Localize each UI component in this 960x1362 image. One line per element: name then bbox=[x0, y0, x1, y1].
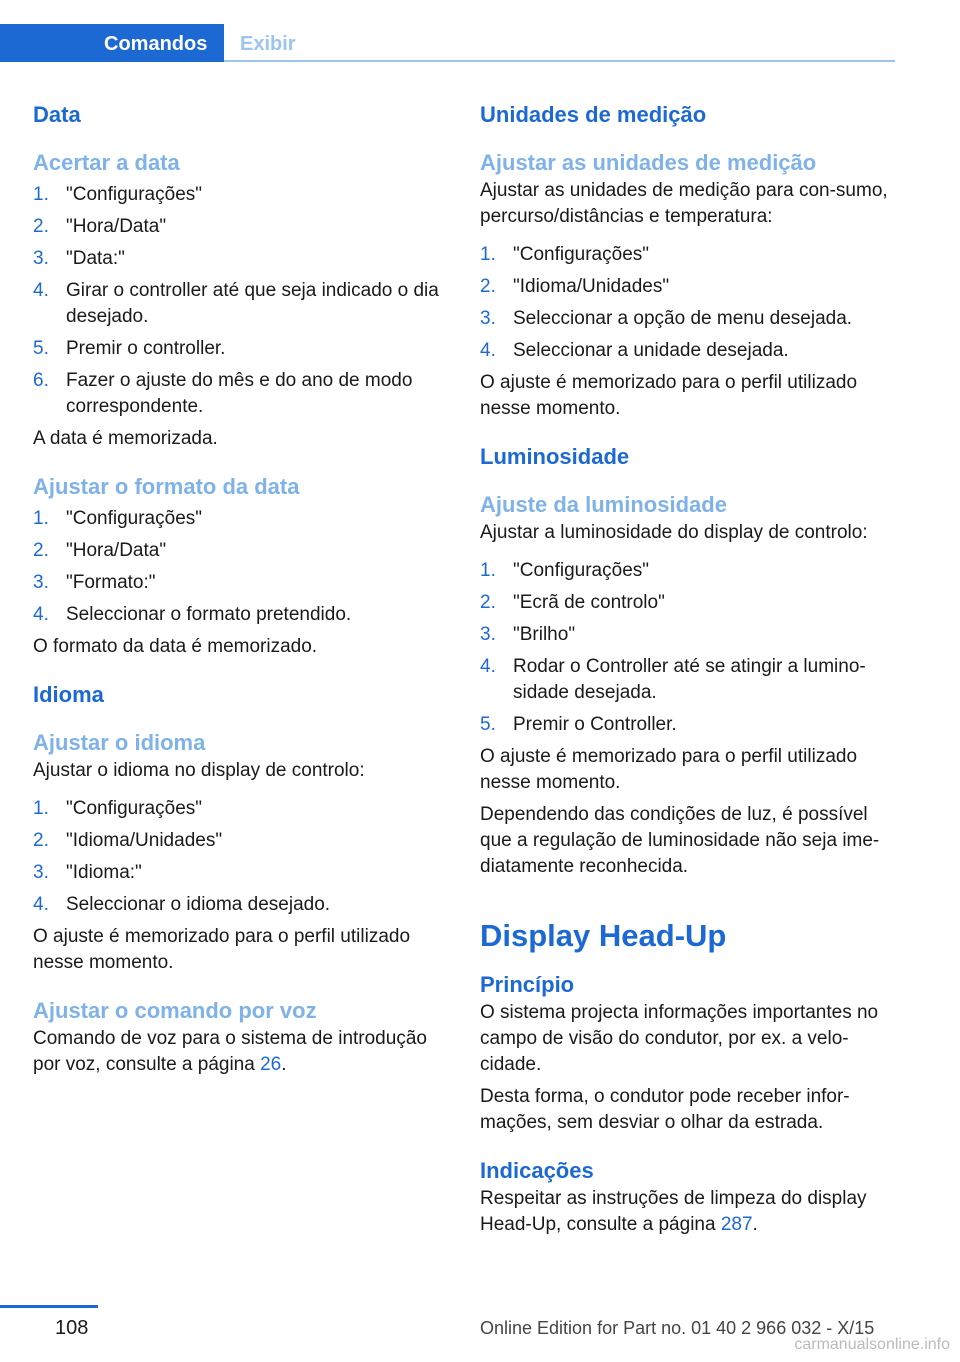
principio-text-1: O sistema projecta informações importantes no campo de visão do condutor, por ex. a velo‐cidade. bbox=[480, 1002, 879, 1075]
section-title-unidades: Unidades de medição bbox=[480, 102, 707, 127]
subsection-title-ajustar-unidades: Ajustar as unidades de medição bbox=[480, 150, 817, 175]
header-tabs bbox=[0, 0, 895, 62]
luminosidade-result: O ajuste é memorizado para o perfil utilizado nesse momento. bbox=[480, 746, 858, 793]
list-item: 4. Seleccionar o formato pretendido. bbox=[33, 604, 352, 625]
tab-comandos[interactable] bbox=[0, 24, 224, 62]
section-title-indicacoes: Indicações bbox=[480, 1158, 594, 1183]
list-item: 1. "Configurações" bbox=[480, 244, 650, 265]
subsection-title-acertar-data: Acertar a data bbox=[33, 150, 180, 175]
list-item: 1. "Configurações" bbox=[33, 798, 203, 819]
left-column bbox=[33, 100, 448, 1078]
idioma-result: O ajuste é memorizado para o perfil utilizado nesse momento. bbox=[33, 926, 411, 973]
list-item: 4. Seleccionar a unidade desejada. bbox=[480, 340, 789, 361]
section-title-idioma: Idioma bbox=[33, 682, 104, 707]
page-number: 108 bbox=[55, 1317, 89, 1339]
luminosidade-intro: Ajustar a luminosidade do display de controlo: bbox=[480, 522, 868, 543]
unidades-steps bbox=[480, 242, 895, 364]
list-item: 3. "Formato:" bbox=[33, 572, 156, 593]
luminosidade-note: Dependendo das condições de luz, é possível que a regulação de luminosidade não seja ime‐diatamente reconhecida. bbox=[480, 804, 880, 877]
right-column bbox=[480, 100, 895, 1238]
list-item: 3. "Brilho" bbox=[480, 624, 576, 645]
section-title-principio: Princípio bbox=[480, 972, 575, 997]
comando-voz-text: Comando de voz para o sistema de introdução por voz, consulte a página 26. bbox=[33, 1028, 427, 1075]
list-item: 5. Premir o Controller. bbox=[480, 714, 677, 735]
list-item: 2. "Hora/Data" bbox=[33, 216, 167, 237]
list-item: 3. "Data:" bbox=[33, 248, 125, 269]
acertar-data-steps bbox=[33, 182, 448, 420]
tab-comandos-label: Comandos bbox=[104, 33, 208, 55]
list-item: 6. Fazer o ajuste do mês e do ano de modo correspondente. bbox=[33, 370, 413, 417]
list-item: 1. "Configurações" bbox=[480, 560, 650, 581]
principio-text-2: Desta forma, o condutor pode receber infor‐mações, sem desviar o olhar da estrada. bbox=[480, 1086, 850, 1133]
section-title-luminosidade: Luminosidade bbox=[480, 444, 630, 469]
list-item: 5. Premir o controller. bbox=[33, 338, 226, 359]
idioma-intro: Ajustar o idioma no display de controlo: bbox=[33, 760, 365, 781]
edition-text: Online Edition for Part no. 01 40 2 966 032 - X/15 bbox=[480, 1318, 875, 1338]
header-divider bbox=[224, 60, 895, 62]
section-title-data: Data bbox=[33, 102, 81, 127]
acertar-data-result: A data é memorizada. bbox=[33, 428, 218, 449]
subsection-title-formato-data: Ajustar o formato da data bbox=[33, 474, 300, 499]
formato-data-result: O formato da data é memorizado. bbox=[33, 636, 318, 657]
page-link-287[interactable]: 287 bbox=[720, 1214, 753, 1235]
list-item: 2. "Idioma/Unidades" bbox=[33, 830, 223, 851]
indicacoes-text: Respeitar as instruções de limpeza do display Head-Up, consulte a página 287. bbox=[480, 1188, 867, 1235]
subsection-title-ajuste-luminosidade: Ajuste da luminosidade bbox=[480, 492, 727, 517]
list-item: 2. "Ecrã de controlo" bbox=[480, 592, 665, 613]
list-item: 4. Girar o controller até que seja indicado o dia desejado. bbox=[33, 280, 439, 327]
unidades-intro: Ajustar as unidades de medição para con‐sumo, percurso/distâncias e temperatura: bbox=[480, 180, 888, 227]
watermark: carmanualsonline.info bbox=[794, 1336, 950, 1353]
footer-accent-bar bbox=[0, 1305, 98, 1308]
luminosidade-steps bbox=[480, 558, 895, 738]
chapter-title-display-head-up: Display Head-Up bbox=[480, 918, 727, 953]
subsection-title-ajustar-idioma: Ajustar o idioma bbox=[33, 730, 206, 755]
list-item: 4. Rodar o Controller até se atingir a lumino‐sidade desejada. bbox=[480, 656, 866, 703]
tab-exibir[interactable]: Exibir bbox=[240, 33, 296, 55]
formato-data-steps bbox=[33, 506, 448, 628]
page-link-26[interactable]: 26 bbox=[260, 1054, 282, 1075]
unidades-result: O ajuste é memorizado para o perfil utilizado nesse momento. bbox=[480, 372, 858, 419]
list-item: 1. "Configurações" bbox=[33, 184, 203, 205]
list-item: 1. "Configurações" bbox=[33, 508, 203, 529]
idioma-steps bbox=[33, 796, 448, 918]
list-item: 3. "Idioma:" bbox=[33, 862, 142, 883]
list-item: 4. Seleccionar o idioma desejado. bbox=[33, 894, 331, 915]
list-item: 2. "Hora/Data" bbox=[33, 540, 167, 561]
subsection-title-comando-voz: Ajustar o comando por voz bbox=[33, 998, 317, 1023]
list-item: 2. "Idioma/Unidades" bbox=[480, 276, 670, 297]
list-item: 3. Seleccionar a opção de menu desejada. bbox=[480, 308, 853, 329]
